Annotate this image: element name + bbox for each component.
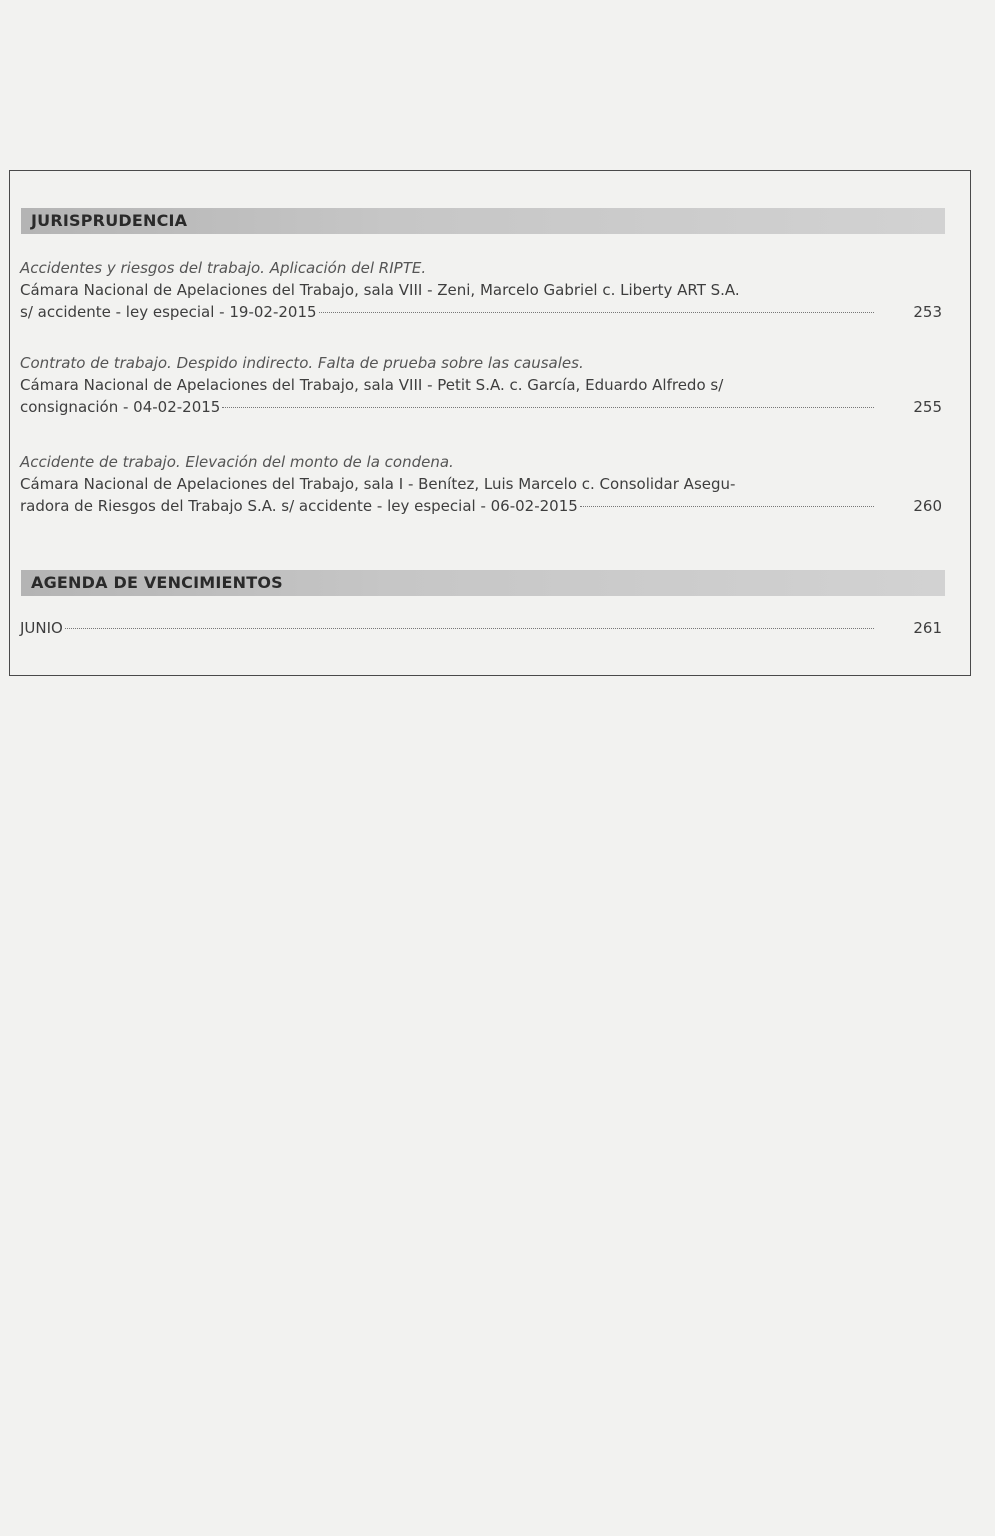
dot-leader — [65, 627, 874, 629]
dot-leader — [222, 406, 874, 408]
entry-text: s/ accidente - ley especial - 19-02-2015 — [20, 303, 317, 321]
dot-leader — [580, 505, 874, 507]
section-title: JURISPRUDENCIA — [31, 211, 188, 230]
page-number: 253 — [913, 303, 942, 321]
toc-entry[interactable] — [20, 451, 942, 517]
entry-text: Cámara Nacional de Apelaciones del Trabajo, sala I - Benítez, Luis Marcelo c. Consolidar Asegu- — [20, 475, 736, 493]
page-number: 260 — [913, 497, 942, 515]
entry-text: Cámara Nacional de Apelaciones del Trabajo, sala VIII - Petit S.A. c. García, Eduardo Alfredo s/ — [20, 376, 724, 394]
entry-title: Accidente de trabajo. Elevación del monto de la condena. — [20, 453, 454, 471]
entry-title: Accidentes y riesgos del trabajo. Aplicación del RIPTE. — [20, 259, 427, 277]
entry-title: Contrato de trabajo. Despido indirecto. Falta de prueba sobre las causales. — [20, 354, 584, 372]
toc-entry[interactable] — [20, 352, 942, 418]
page-number: 261 — [913, 619, 942, 637]
section-header-jurisprudencia — [21, 208, 945, 234]
page-number: 255 — [913, 398, 942, 416]
toc-entry[interactable] — [20, 617, 942, 639]
entry-text: radora de Riesgos del Trabajo S.A. s/ accidente - ley especial - 06-02-2015 — [20, 497, 578, 515]
toc-entry[interactable] — [20, 257, 942, 323]
entry-leader-line — [20, 301, 942, 323]
entry-leader-line — [20, 396, 942, 418]
dot-leader — [319, 311, 874, 313]
section-header-agenda — [21, 570, 945, 596]
entry-text: JUNIO — [20, 619, 63, 637]
entry-text: Cámara Nacional de Apelaciones del Trabajo, sala VIII - Zeni, Marcelo Gabriel c. Liberty ART S.A. — [20, 281, 740, 299]
entry-text: consignación - 04-02-2015 — [20, 398, 221, 416]
table-of-contents-box — [9, 170, 971, 676]
entry-leader-line — [20, 495, 942, 517]
entry-leader-line — [20, 617, 942, 639]
section-title: AGENDA DE VENCIMIENTOS — [31, 573, 283, 592]
